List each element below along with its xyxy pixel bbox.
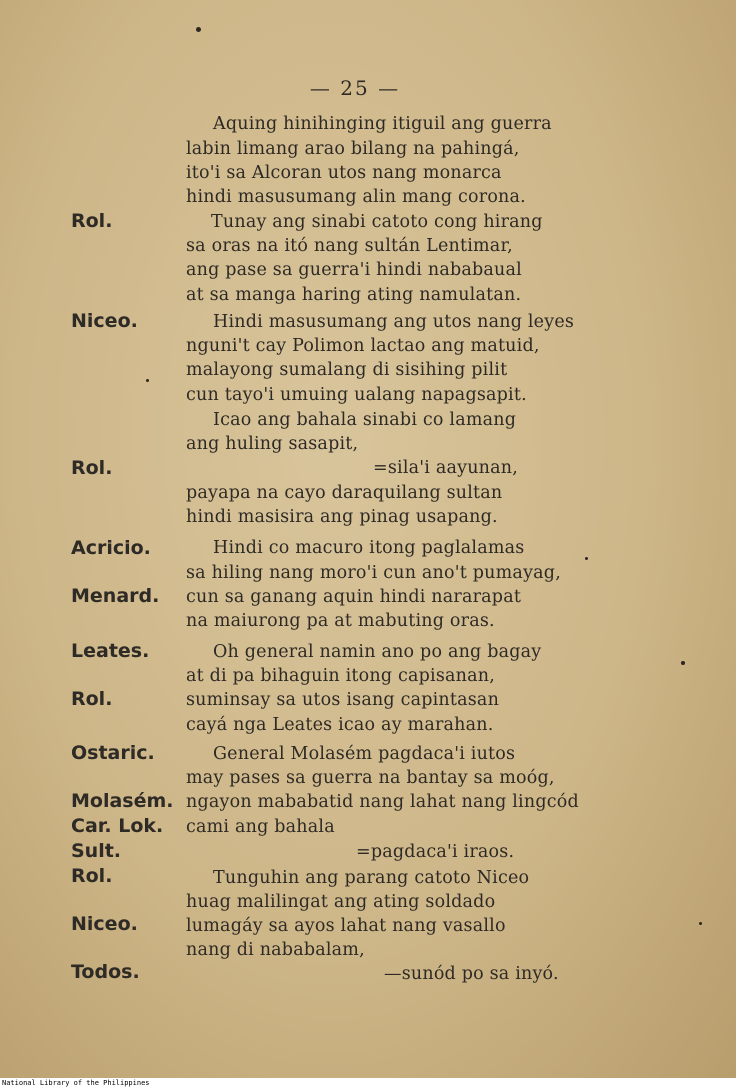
paper-speck <box>146 379 149 382</box>
verse-line: cami ang bahala <box>186 817 335 837</box>
speaker-label: Todos. <box>71 961 140 983</box>
verse-line: hindi masisira ang pinag usapang. <box>186 507 498 527</box>
speaker-label: Niceo. <box>71 310 138 332</box>
verse-line: Aquing hinihinging itiguil ang guerra <box>213 114 552 134</box>
verse-line: na maiurong pa at mabuting oras. <box>186 611 495 631</box>
speaker-label: Ostaric. <box>71 742 155 764</box>
speaker-label: Rol. <box>71 457 113 479</box>
verse-line: Hindi co macuro itong paglalamas <box>213 538 525 558</box>
paper-speck <box>196 27 201 32</box>
verse-line: cayá nga Leates icao ay marahan. <box>186 715 494 735</box>
verse-line: nguni't cay Polimon lactao ang matuid, <box>186 336 540 356</box>
page-number: — 25 — <box>309 76 401 100</box>
verse-line: sa oras na itó nang sultán Lentimar, <box>186 236 513 256</box>
speaker-label: Leates. <box>71 640 150 662</box>
verse-line: cun tayo'i umuing ualang napagsapit. <box>186 385 527 405</box>
verse-line: at sa manga haring ating namulatan. <box>186 285 522 305</box>
speaker-label: Rol. <box>71 210 113 232</box>
verse-line: =sila'i aayunan, <box>373 458 519 478</box>
paper-speck <box>699 922 702 925</box>
verse-line: ang pase sa guerra'i hindi nababaual <box>186 260 522 280</box>
speaker-label: Acricio. <box>71 537 151 559</box>
verse-line: suminsay sa utos isang capintasan <box>186 690 500 710</box>
verse-line: labin limang arao bilang na pahingá, <box>186 139 520 159</box>
verse-line: =pagdaca'i iraos. <box>356 842 515 862</box>
verse-line: ang huling sasapit, <box>186 434 359 454</box>
speaker-label: Menard. <box>71 585 160 607</box>
verse-line: malayong sumalang di sisihing pilit <box>186 360 508 380</box>
verse-line: ito'i sa Alcoran utos nang monarca <box>186 163 502 183</box>
verse-line: sa hiling nang moro'i cun ano't pumayag, <box>186 563 561 583</box>
verse-line: lumagáy sa ayos lahat nang vasallo <box>186 916 506 936</box>
verse-line: Icao ang bahala sinabi co lamang <box>213 410 517 430</box>
verse-line: may pases sa guerra na bantay sa moóg, <box>186 768 555 788</box>
verse-line: ngayon mababatid nang lahat nang lingcód <box>186 792 579 812</box>
verse-line: cun sa ganang aquin hindi nararapat <box>186 587 522 607</box>
verse-line: Oh general namin ano po ang bagay <box>213 642 542 662</box>
paper-speck <box>681 661 685 665</box>
verse-line: hindi masusumang alin mang corona. <box>186 187 526 207</box>
verse-line: nang di nababalam, <box>186 940 365 960</box>
speaker-label: Rol. <box>71 865 113 887</box>
speaker-label: Rol. <box>71 688 113 710</box>
paper-speck <box>585 557 588 560</box>
verse-line: Hindi masusumang ang utos nang leyes <box>213 312 575 332</box>
speaker-label: Sult. <box>71 840 122 862</box>
verse-line: General Molasém pagdaca'i iutos <box>213 744 516 764</box>
verse-line: payapa na cayo daraquilang sultan <box>186 483 503 503</box>
verse-line: —sunód po sa inyó. <box>384 964 559 984</box>
speaker-label: Molasém. <box>71 790 174 812</box>
verse-line: Tunguhin ang parang catoto Niceo <box>213 868 530 888</box>
verse-line: at di pa bihaguin itong capisanan, <box>186 666 495 686</box>
library-footer: National Library of the Philippines <box>0 1078 736 1088</box>
speaker-label: Car. Lok. <box>71 815 164 837</box>
speaker-label: Niceo. <box>71 913 138 935</box>
verse-line: huag malilingat ang ating soldado <box>186 892 496 912</box>
verse-line: Tunay ang sinabi catoto cong hirang <box>211 212 543 232</box>
